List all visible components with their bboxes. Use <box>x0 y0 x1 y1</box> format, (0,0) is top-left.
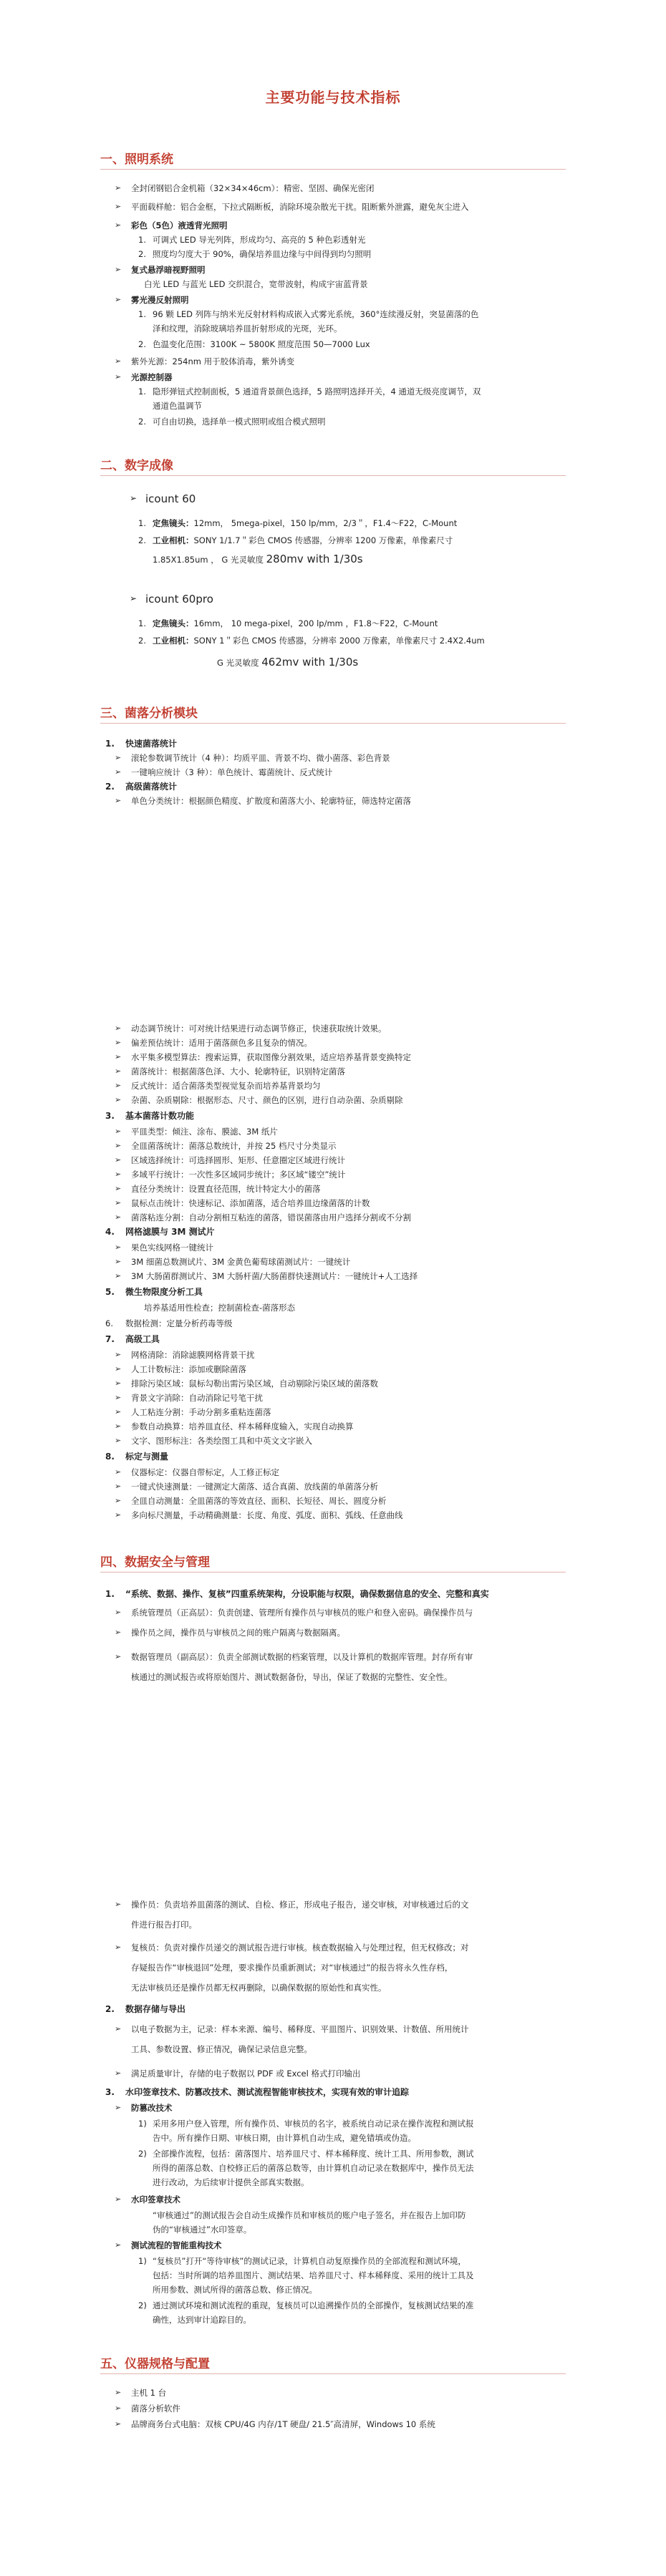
list-item: 1. 可调式 LED 导光列阵，形成均匀、高亮的 5 种色彩透射光 <box>138 235 366 245</box>
subsection-title: 高级工具 <box>125 1334 160 1344</box>
list-item: ➢ 全皿菌落统计：菌落总数统计，并按 25 档尺寸分类显示 <box>131 1139 336 1152</box>
list-item: ➢ 仪器标定：仪器自带标定，人工修正标定 <box>131 1466 279 1479</box>
list-item <box>105 1317 233 1330</box>
list-item-continuation: 伪的“审核通过”水印签章。 <box>153 2225 252 2235</box>
item-text: 采用多用户登入管理，所有操作员、审核员的名字，被系统自动记录在操作流程和测试报 <box>153 2119 474 2129</box>
list-item <box>217 656 358 669</box>
list-item: ➢ 人工计数标注：添加或删除菌落 <box>131 1363 246 1376</box>
subsection-title: 高级菌落统计 <box>125 782 178 792</box>
list-item: ➢ 水印签章技术 <box>131 2193 180 2206</box>
list-item: 2. 色温变化范围：3100K ~ 5800K 照度范围 50—7000 Lux <box>138 339 370 349</box>
subsection-title: 数据存储与导出 <box>125 2004 186 2014</box>
list-item: ➢ 彩色（5色）液透背光照明 <box>131 219 228 232</box>
list-item: 2) 通过测试环境和测试流程的重现，复核员可以追溯操作员的全部操作，复核测试结果的准 <box>138 2300 474 2310</box>
list-item: ➢ 操作员：负责培养皿菌落的测试、自检、修正，形成电子报告，递交审核，对审核通过后的文 <box>131 1898 469 1911</box>
list-item: 1. 定焦镜头：16mm， 10 mega-pixel，200 lp/mm ，F1.8～F22，C-Mount <box>138 618 438 628</box>
list-item: ➢ 品牌商务台式电脑：双核 CPU/4G 内存/1T 硬盘/ 21.5″高清屏，Windows 10 系统 <box>131 2418 435 2431</box>
list-item: ➢ 背景文字消除：自动消除记号笔干扰 <box>131 1391 263 1404</box>
item-label: 定焦镜头： <box>153 518 194 528</box>
list-item-continuation: 确性，达到审计追踪目的。 <box>153 2315 251 2325</box>
model-name: ➢ icount 60pro <box>145 593 213 606</box>
item-text: 全部操作流程，包括：菌落图片、培养皿尺寸、样本稀释度、统计工具、所用参数，测试 <box>153 2149 474 2159</box>
section-heading-lighting <box>100 149 173 167</box>
item-number: 6. <box>105 1318 113 1328</box>
list-item: ➢ 全封闭钢铝合金机箱（32×34×46cm）：精密、坚固、确保光密闭 <box>131 182 374 195</box>
list-item: 白光 LED 与蓝光 LED 交织混合，宽带波射，构成宇宙蓝背景 <box>144 279 368 289</box>
item-text: 可调式 LED 导光列阵，形成均匀、高亮的 5 种色彩透射光 <box>153 235 366 245</box>
list-item: ➢ 多域平行统计：一次性多区域同步统计；多区域“镂空”统计 <box>131 1168 345 1181</box>
list-item: ➢ 排除污染区域：鼠标勾勒出需污染区域，自动剔除污染区域的菌落数 <box>131 1377 378 1390</box>
section-divider <box>100 2373 566 2374</box>
subsection-title: 水印签章技术、防篡改技术、测试流程智能审核技术，实现有效的审计追踪 <box>125 2087 410 2097</box>
list-item: ➢ 滚轮参数调节统计（4 种）：均质平皿、背景不均、微小菌落、彩色背景 <box>131 752 390 764</box>
list-item-continuation: 核通过的测试报告或将原始图片、测试数据备份，导出，保证了数据的完整性、安全性。 <box>131 1672 453 1682</box>
item-text: G 光灵敏度 <box>217 658 262 668</box>
section-heading-imaging <box>100 455 173 473</box>
list-item: ➢ 杂菌、杂质剔除：根据形态、尺寸、颜色的区别，进行自动杂菌、杂质剔除 <box>131 1094 403 1107</box>
item-label: 定焦镜头： <box>153 618 194 628</box>
list-item: ➢ 光源控制器 <box>131 371 173 384</box>
subsection-title: 基本菌落计数功能 <box>125 1111 195 1121</box>
list-item: ➢ 主机 1 台 <box>131 2386 166 2399</box>
subsection-title: 微生物限度分析工具 <box>125 1287 203 1297</box>
section-title: 二、数字成像 <box>100 459 173 473</box>
list-item: 2. 照度均匀度大于 90%，确保培养皿边缘与中间得到均匀照明 <box>138 249 372 259</box>
list-item: ➢ 数据管理员（副高层）：负责全部测试数据的档案管理，以及计算机的数据库管理。封存所有审 <box>131 1651 473 1663</box>
list-item: ➢ 3M 细菌总数测试片、3M 金黄色葡萄球菌测试片：一键统计 <box>131 1255 350 1268</box>
list-item: ➢ 以电子数据为主，记录：样本来源、编号、稀释度、平皿图片、识别效果、计数值、所用统计 <box>131 2023 469 2036</box>
section-heading-spec <box>100 2353 210 2371</box>
item-text: 数据检测：定量分析药毒等级 <box>125 1318 233 1328</box>
section-title: 一、照明系统 <box>100 152 173 167</box>
list-item-continuation: 进行改动，为后续审计提供全部真实数据。 <box>153 2177 309 2187</box>
subsection-title: 快速菌落统计 <box>125 739 178 749</box>
section-title: 四、数据安全与管理 <box>100 1555 210 1570</box>
list-item-continuation: 存疑报告作“审核退回”处理，要求操作员重新测试；对“审核通过”的报告将永久性存档， <box>131 1963 453 1973</box>
model-name: ➢ icount 60 <box>145 492 196 505</box>
item-text: “复核员”打开“等待审核”的测试记录，计算机自动复原操作员的全部流程和测试环境， <box>153 2256 466 2266</box>
list-item: ➢ 网格清除：消除滤膜网格背景干扰 <box>131 1348 255 1361</box>
section-title: 三、菌落分析模块 <box>100 706 198 721</box>
list-item-continuation <box>131 1626 345 1639</box>
list-item: ➢ 系统管理员（正高层）：负责创建、管理所有操作员与审核员的账户和登入密码。确保操作员与 <box>131 1606 473 1619</box>
list-item: ➢ 文字、图形标注：各类绘图工具和中英文文字嵌入 <box>131 1434 312 1447</box>
list-item: “审核通过”的测试报告会自动生成操作员和审核员的账户电子签名，并在报告上加印防 <box>153 2210 466 2220</box>
list-item <box>153 553 363 566</box>
list-item: ➢ 单色分类统计：根据颜色精度、扩散度和菌落大小、轮廓特征，筛选特定菌落 <box>131 794 411 807</box>
sensitivity-value: 280mv with 1/30s <box>266 553 363 565</box>
subsection-title: “系统、数据、操作、复核”四重系统架构，分设职能与权限，确保数据信息的安全、完整和真实 <box>125 1589 489 1599</box>
item-text: 通过测试环境和测试流程的重现，复核员可以追溯操作员的全部操作，复核测试结果的准 <box>153 2300 474 2310</box>
list-item: ➢ 参数自动换算：培养皿直径、样本稀释度输入，实现自动换算 <box>131 1420 354 1433</box>
list-item: 通道色温调节 <box>153 401 202 411</box>
list-item: ➢ 区域选择统计：可选择圆形、矩形、任意圈定区域进行统计 <box>131 1154 345 1167</box>
list-item: ➢ 菌落分析软件 <box>131 2402 180 2415</box>
sensitivity-value: 462mv with 1/30s <box>261 656 359 669</box>
list-item: 1) “复核员”打开“等待审核”的测试记录，计算机自动复原操作员的全部流程和测试环境， <box>138 2256 466 2266</box>
item-text: 1.85X1.85um ， G 光灵敏度 <box>153 555 266 565</box>
item-text: 12mm， 5mega-pixel，150 lp/mm，2/3＂，F1.4～F22，C-Mount <box>193 518 458 528</box>
item-label: 工业相机： <box>153 636 194 646</box>
list-item: ➢ 鼠标点击统计：快速标记、添加菌落，适合培养皿边缘菌落的计数 <box>131 1197 370 1210</box>
list-item: ➢ 全皿自动测量：全皿菌落的等效直径、面积、长短径、周长、圆度分析 <box>131 1494 387 1507</box>
section-divider <box>100 723 566 724</box>
list-item: ➢ 平皿类型：倾注、涂布、膜滤、3M 纸片 <box>131 1125 278 1138</box>
list-item: ➢ 复式悬浮暗视野照明 <box>131 263 206 276</box>
list-item: ➢ 菌落粘连分割：自动分割相互粘连的菌落，错误菌落由用户选择分割或不分割 <box>131 1211 411 1224</box>
item-text: 96 颗 LED 列阵与纳米光反射材料构成嵌入式雾光系统，360°连续漫反射，突显菌落的色 <box>153 309 479 319</box>
item-text: 隐形弹钮式控制面板，5 通道背景颜色选择，5 路照明选择开关，4 通道无级亮度调节，双 <box>153 387 481 397</box>
list-item-continuation: 无法审核员还是操作员都无权再删除，以确保数据的原始性和真实性。 <box>131 1983 387 1993</box>
section-heading-colony <box>100 703 198 721</box>
page-title: 主要功能与技术指标 <box>265 89 401 106</box>
list-item: ➢ 水平集多模型算法：搜索运算，获取图像分割效果，适应培养基背景变换特定 <box>131 1051 411 1064</box>
list-item: ➢ 防篡改技术 <box>131 2101 173 2114</box>
section-title: 五、仪器规格与配置 <box>100 2357 210 2371</box>
list-item: ➢ 平面载样舱：铝合金框，下拉式隔断板，消除环境杂散光干扰。阻断紫外泄露，避免灰尘进入 <box>131 200 469 213</box>
list-item-continuation: 所用参数、测试所得的菌落总数、修正情况。 <box>153 2285 317 2295</box>
item-text: 照度均匀度大于 90%，确保培养皿边缘与中间得到均匀照明 <box>153 249 372 259</box>
list-item-continuation: 件进行报告打印。 <box>131 1920 197 1930</box>
list-item: ➢ 人工粘连分割：手动分割多重粘连菌落 <box>131 1406 271 1419</box>
item-text: SONY 1＂彩色 CMOS 传感器，分辨率 2000 万像素，单像素尺寸 2.4X2.4um <box>193 636 485 646</box>
list-item: ➢ 偏差预估统计：适用于菌落颜色多且复杂的情况。 <box>131 1036 312 1049</box>
list-item: ➢ 测试流程的智能重构技术 <box>131 2239 222 2252</box>
subsection-title: 网格滤膜与 3M 测试片 <box>125 1227 215 1237</box>
list-item-continuation: 工具、参数设置、修正情况，确保记录信息完整。 <box>131 2044 312 2054</box>
subsection-title: 标定与测量 <box>125 1452 169 1462</box>
list-item: ➢ 3M 大肠菌群测试片、3M 大肠杆菌/大肠菌群快速测试片：一键统计+人工选择 <box>131 1270 418 1283</box>
list-item: 1. 定焦镜头：12mm， 5mega-pixel，150 lp/mm，2/3＂，F1.4～F22，C-Mount <box>138 518 458 528</box>
section-divider <box>100 1572 566 1573</box>
list-item: 1. 隐形弹钮式控制面板，5 通道背景颜色选择，5 路照明选择开关，4 通道无级亮度调节，双 <box>138 387 481 397</box>
item-text: 色温变化范围：3100K ~ 5800K 照度范围 50—7000 Lux <box>153 339 370 349</box>
list-item: ➢ 满足质量审计，存储的电子数据以 PDF 或 Excel 格式打印输出 <box>131 2067 361 2080</box>
document-page: 主要功能与技术指标 一、照明系统 ➢ 全封闭钢铝合金机箱（32×34×46cm）：精密、坚固、确保光密闭 ➢ 平面载样舱：铝合金框，下拉式隔断板，消除环境杂散光干扰。阻断紫外泄露，避免灰尘进入 ➢ 彩色（5色）液透背光照明 1. 可调式 LED 导光列阵，形成均匀、高亮的 5 种色彩透射光 2. 照度均匀度大于 90%，确保培养皿边缘与中间得到均匀照明 ➢ 复式悬浮暗视野照明 白光 LED 与蓝光 LED 交织混合，宽带波射，构成宇宙蓝背景 ➢ 雾光漫反射照明 1. 96 颗 LED 列阵与纳米光反射材料构成嵌入式雾光系统，360°连续漫反射，突显菌落的色 泽和纹理，消除玻璃培养皿折射形成的光斑，光环。 2. 色温变化范围：3100K ~ 5800K 照度范围 50—7000 Lux ➢ 紫外光源：254nm 用于胶体消毒，紫外诱变 ➢ 光源控制器 1. 隐形弹钮式控制面板，5 通道背景颜色选择，5 路照明选择开关，4 通道无级亮度调节，双 通道色温调节 2. 可自由切换，选择单一模式照明或组合模式照明 二、数字成像 ➢ icount 60 1. 定焦镜头：12mm， 5mega-pixel，150 lp/mm，2/3＂，F1.4～F22，C-Mount 2. 工业相机：SONY 1/1.7＂彩色 CMOS 传感器，分辨率 1200 万像素，单像素尺寸 1.85X1.85um ， G 光灵敏度 280mv with 1/30s ➢ icount 60pro 1. 定焦镜头：16mm， 10 mega-pixel，200 lp/mm ，F1.8～F22，C-Mount 2. 工业相机：SONY 1＂彩色 CMOS 传感器，分辨率 2000 万像素，单像素尺寸 2.4X2.4um G 光灵敏度 462mv with 1/30s 三、菌落分析模块 1. 快速菌落统计 ➢ 滚轮参数调节统计（4 种）：均质平皿、背景不均、微小菌落、彩色背景 ➢ 一键响应统计（3 种）：单色统计、霉菌统计、反式统计 2. 高级菌落统计 ➢ 单色分类统计：根据颜色精度、扩散度和菌落大小、轮廓特征，筛选特定菌落 ➢ 动态调节统计：可对统计结果进行动态调节修正，快速获取统计效果。 ➢ 偏差预估统计：适用于菌落颜色多且复杂的情况。 ➢ 水平集多模型算法：搜索运算，获取图像分割效果，适应培养基背景变换特定 ➢ 菌落统计：根据菌落色泽、大小、轮廓特征，识别特定菌落 ➢ 反式统计：适合菌落类型视觉复杂而培养基背景均匀 ➢ 杂菌、杂质剔除：根据形态、尺寸、颜色的区别，进行自动杂菌、杂质剔除 3. 基本菌落计数功能 ➢ 平皿类型：倾注、涂布、膜滤、3M 纸片 ➢ 全皿菌落统计：菌落总数统计，并按 25 档尺寸分类显示 ➢ 区域选择统计：可选择圆形、矩形、任意圈定区域进行统计 ➢ 多域平行统计：一次性多区域同步统计；多区域“镂空”统计 ➢ 直径分类统计：设置直径范围，统计特定大小的菌落 ➢ 鼠标点击统计：快速标记、添加菌落，适合培养皿边缘菌落的计数 ➢ 菌落粘连分割：自动分割相互粘连的菌落，错误菌落由用户选择分割或不分割 4. 网格滤膜与 3M 测试片 ➢ 果色实线网格一键统计 ➢ 3M 细菌总数测试片、3M 金黄色葡萄球菌测试片：一键统计 ➢ 3M 大肠菌群测试片、3M 大肠杆菌/大肠菌群快速测试片：一键统计+人工选择 5. 微生物限度分析工具 培养基适用性检查；控制菌检查-菌落形态 6. 数据检测：定量分析药毒等级 7. 高级工具 ➢ 网格清除：消除滤膜网格背景干扰 ➢ 人工计数标注：添加或删除菌落 ➢ 排除污染区域：鼠标勾勒出需污染区域，自动剔除污染区域的菌落数 ➢ 背景文字消除：自动消除记号笔干扰 ➢ 人工粘连分割：手动分割多重粘连菌落 ➢ 参数自动换算：培养皿直径、样本稀释度输入，实现自动换算 ➢ 文字、图形标注：各类绘图工具和中英文文字嵌入 8. 标定与测量 ➢ 仪器标定：仪器自带标定，人工修正标定 ➢ 一键式快速测量：一键测定大菌落、适合真菌、放线菌的单菌落分析 ➢ 全皿自动测量：全皿菌落的等效直径、面积、长短径、周长、圆度分析 ➢ 多向标尺测量，手动精确测量：长度、角度、弧度、面积、弧线、任意曲线 四、数据安全与管理 1. “系统、数据、操作、复核”四重系统架构，分设职能与权限，确保数据信息的安全、完整和真实 ➢ 系统管理员（正高层）：负责创建、管理所有操作员与审核员的账户和登入密码。确保操作员与 ➢ 操作员之间，操作员与审核员之间的账户隔离与数据隔离。 ➢ 数据管理员（副高层）：负责全部测试数据的档案管理，以及计算机的数据库管理。封存所有审 核通过的测试报告或将原始图片、测试数据备份，导出，保证了数据的完整性、安全性。 ➢ 操作员：负责培养皿菌落的测试、自检、修正，形成电子报告，递交审核，对审核通过后的文 件进行报告打印。 ➢ 复核员：负责对操作员递交的测试报告进行审核。核查数据输入与处理过程，但无权修改；对 存疑报告作“审核退回”处理，要求操作员重新测试；对“审核通过”的报告将永久性存档， 无法审核员还是操作员都无权再删除，以确保数据的原始性和真实性。 2. 数据存储与导出 ➢ 以电子数据为主，记录：样本来源、编号、稀释度、平皿图片、识别效果、计数值、所用统计 工具、参数设置、修正情况，确保记录信息完整。 ➢ 满足质量审计，存储的电子数据以 PDF 或 Excel 格式打印输出 3. 水印签章技术、防篡改技术、测试流程智能审核技术，实现有效的审计追踪 ➢ 防篡改技术 1) 采用多用户登入管理，所有操作员、审核员的名字，被系统自动记录在操作流程和测试报 告中。所有操作日期、审核日期，由计算机自动生成，避免错填或伪造。 2) 全部操作流程，包括：菌落图片、培养皿尺寸、样本稀释度、统计工具、所用参数，测试 所得的菌落总数、自校修正后的菌落总数等，由计算机自动记录在数据库中，操作员无法 进行改动，为后续审计提供全部真实数据。 ➢ 水印签章技术 “审核通过”的测试报告会自动生成操作员和审核员的账户电子签名，并在报告上加印防 伪的“审核通过”水印签章。 ➢ 测试流程的智能重构技术 1) “复核员”打开“等待审核”的测试记录，计算机自动复原操作员的全部流程和测试环境， 包括：当时所调的培养皿图片、测试结果、培养皿尺寸、样本稀释度、采用的统计工具及 所用参数、测试所得的菌落总数、修正情况。 2) 通过测试环境和测试流程的重现，复核员可以追溯操作员的全部操作，复核测试结果的准 确性，达到审计追踪目的。 五、仪器规格与配置 ➢ 主机 1 台 ➢ 菌落分析软件 ➢ 品牌商务台式电脑：双核 CPU/4G 内存/1T 硬盘/ 21.5″高清屏，Windows 10 系统 <box>0 0 666 2576</box>
list-item: 泽和纹理，消除玻璃培养皿折射形成的光斑，光环。 <box>153 324 342 334</box>
list-item: ➢ 果色实线网格一键统计 <box>131 1241 213 1254</box>
item-text: 操作员之间，操作员与审核员之间的账户隔离与数据隔离。 <box>131 1628 345 1638</box>
list-item: ➢ 复核员：负责对操作员递交的测试报告进行审核。核查数据输入与处理过程，但无权修改；对 <box>131 1941 469 1954</box>
list-item: ➢ 菌落统计：根据菌落色泽、大小、轮廓特征，识别特定菌落 <box>131 1065 345 1078</box>
item-label: 工业相机： <box>153 535 194 545</box>
list-item: 2. 工业相机：SONY 1/1.7＂彩色 CMOS 传感器，分辨率 1200 万像素，单像素尺寸 <box>138 535 453 545</box>
list-item: 2) 全部操作流程，包括：菌落图片、培养皿尺寸、样本稀释度、统计工具、所用参数，测试 <box>138 2149 474 2159</box>
list-item: ➢ 直径分类统计：设置直径范围，统计特定大小的菌落 <box>131 1182 321 1195</box>
list-item: 1) 采用多用户登入管理，所有操作员、审核员的名字，被系统自动记录在操作流程和测试报 <box>138 2119 474 2129</box>
list-item: ➢ 动态调节统计：可对统计结果进行动态调节修正，快速获取统计效果。 <box>131 1022 387 1035</box>
list-item: ➢ 紫外光源：254nm 用于胶体消毒，紫外诱变 <box>131 355 294 368</box>
item-text: 可自由切换，选择单一模式照明或组合模式照明 <box>153 417 326 427</box>
list-item: 1. 96 颗 LED 列阵与纳米光反射材料构成嵌入式雾光系统，360°连续漫反射，突显菌落的色 <box>138 309 479 319</box>
list-item-continuation: 告中。所有操作日期、审核日期，由计算机自动生成，避免错填或伪造。 <box>153 2133 416 2143</box>
list-item: ➢ 雾光漫反射照明 <box>131 293 189 306</box>
section-divider <box>100 169 566 170</box>
list-item-continuation: 所得的菌落总数、自校修正后的菌落总数等，由计算机自动记录在数据库中，操作员无法 <box>153 2163 474 2173</box>
item-text: SONY 1/1.7＂彩色 CMOS 传感器，分辨率 1200 万像素，单像素尺寸 <box>193 535 453 545</box>
list-item: ➢ 反式统计：适合菌落类型视觉复杂而培养基背景均匀 <box>131 1079 321 1092</box>
list-item-continuation: 包括：当时所调的培养皿图片、测试结果、培养皿尺寸、样本稀释度、采用的统计工具及 <box>153 2270 474 2280</box>
list-item: 培养基适用性检查；控制菌检查-菌落形态 <box>144 1303 296 1313</box>
list-item: ➢ 一键响应统计（3 种）：单色统计、霉菌统计、反式统计 <box>131 766 332 779</box>
item-text: 16mm， 10 mega-pixel，200 lp/mm ，F1.8～F22，C-Mount <box>193 618 438 628</box>
list-item: 2. 工业相机：SONY 1＂彩色 CMOS 传感器，分辨率 2000 万像素，单像素尺寸 2.4X2.4um <box>138 636 485 646</box>
list-item: ➢ 多向标尺测量，手动精确测量：长度、角度、弧度、面积、弧线、任意曲线 <box>131 1509 403 1522</box>
list-item: 2. 可自由切换，选择单一模式照明或组合模式照明 <box>138 417 326 427</box>
list-item: ➢ 一键式快速测量：一键测定大菌落、适合真菌、放线菌的单菌落分析 <box>131 1480 378 1493</box>
section-divider <box>100 475 566 476</box>
section-heading-security <box>100 1552 210 1570</box>
